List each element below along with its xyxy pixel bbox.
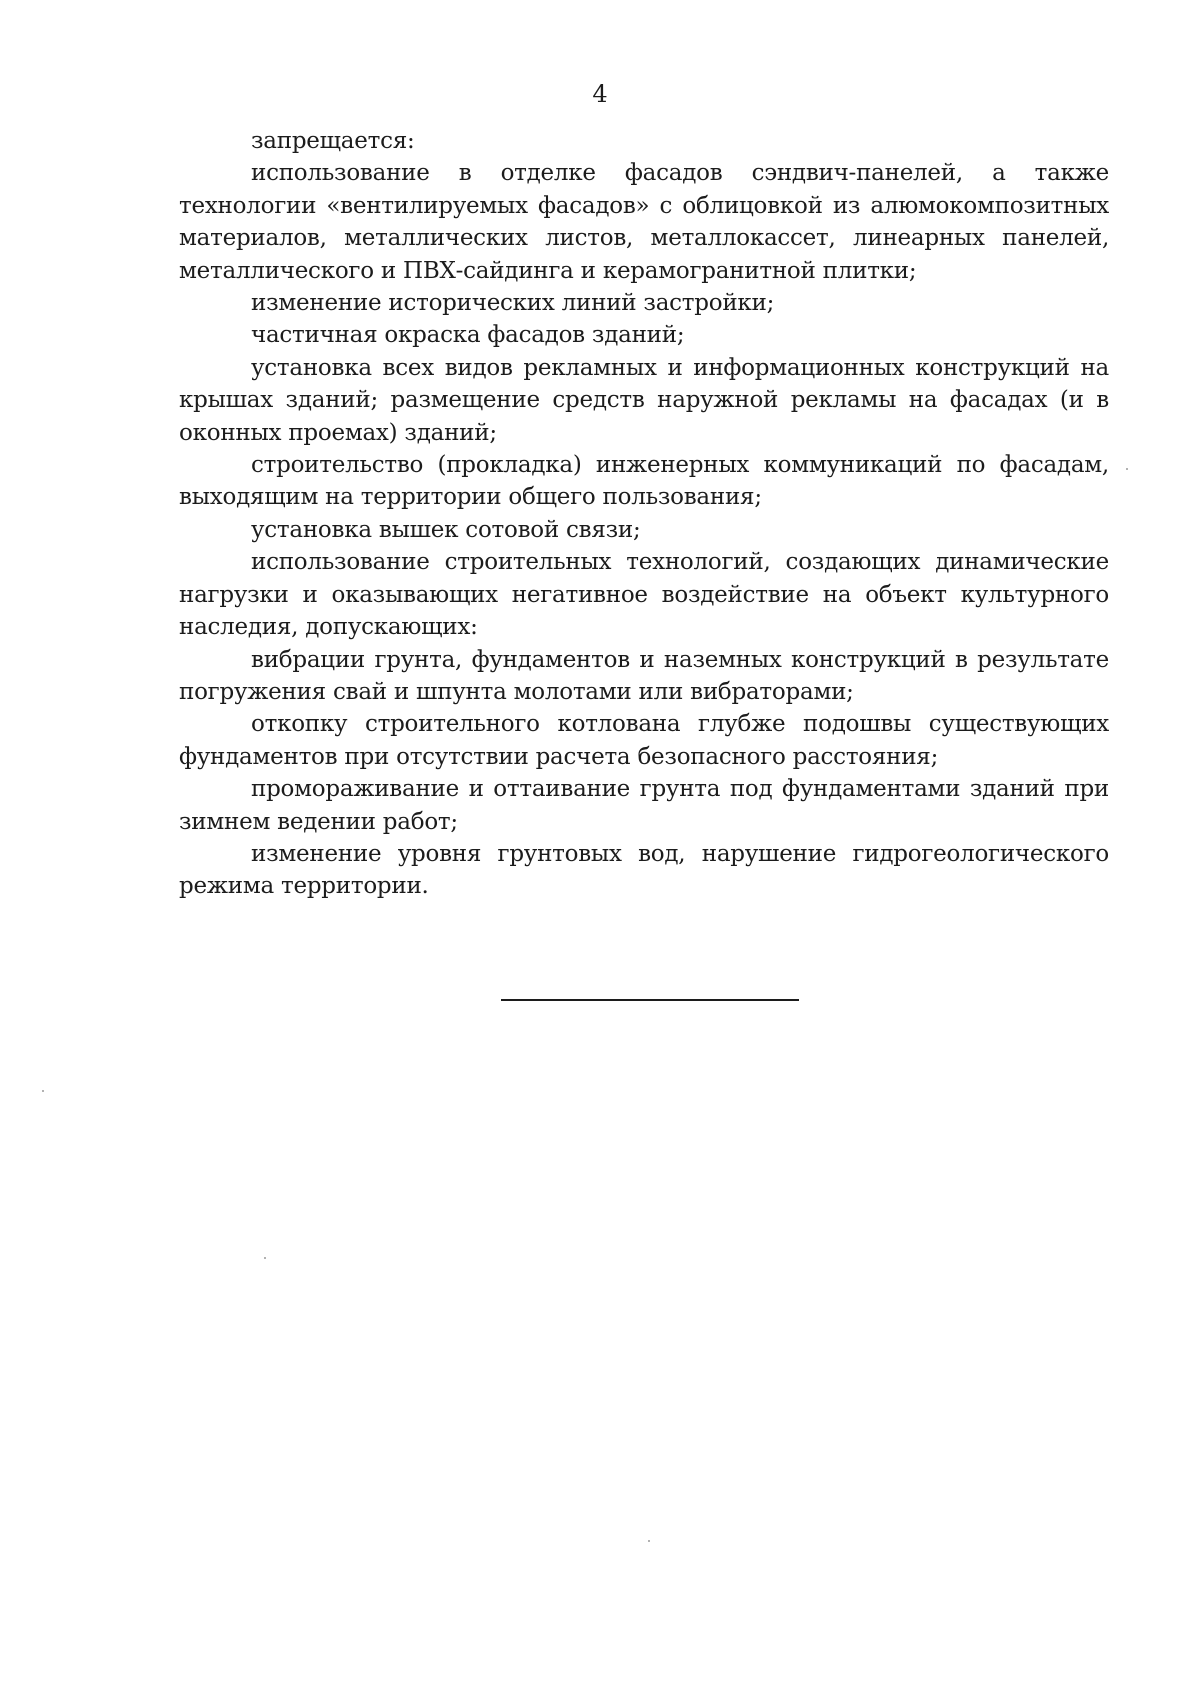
paragraph-prohibited-intro: запрещается: — [251, 128, 415, 154]
end-of-text-rule — [501, 999, 799, 1001]
document-body — [179, 125, 1109, 903]
paragraph-building-lines: изменение исторических линий застройки; — [251, 290, 775, 317]
scan-speck — [264, 1257, 266, 1259]
paragraph-freezing: промораживание и оттаивание грунта под фундаментами зданий при зимнем ведении работ; — [179, 776, 1109, 835]
paragraph-construction-technologies: использование строительных технологий, создающих динамические нагрузки и оказывающих негативное воздействие на объект культурного наследия, допускающих: — [179, 549, 1109, 641]
paragraph-partial-painting: частичная окраска фасадов зданий; — [251, 322, 685, 349]
paragraph-groundwater: изменение уровня грунтовых вод, нарушение гидрогеологического режима территории. — [179, 840, 1109, 900]
paragraph-advertising: установка всех видов рекламных и информационных конструкций на крышах зданий; размещение средств наружной рекламы на фасадах (и в оконных проемах) зданий; — [179, 354, 1109, 446]
page-number: 4 — [592, 80, 608, 108]
paragraph-facade-finishing: использование в отделке фасадов сэндвич-панелей, а также технологии «вентилируемых фасадов» с облицовкой из алюмокомпозитных материалов, металлических листов, металлокассет, линеарных панелей, металлического и ПВХ-сайдинга и керамогранитной плитки; — [179, 160, 1109, 284]
scan-speck — [42, 1090, 44, 1092]
paragraph-vibrations: вибрации грунта, фундаментов и наземных конструкций в результате погружения свай и шпунта молотами или вибраторами; — [179, 646, 1109, 705]
scan-speck — [648, 1540, 650, 1542]
scan-speck — [1126, 468, 1128, 470]
paragraph-cell-towers: установка вышек сотовой связи; — [251, 516, 641, 543]
paragraph-utilities: строительство (прокладка) инженерных коммуникаций по фасадам, выходящим на территории общего пользования; — [179, 452, 1109, 511]
paragraph-excavation: откопку строительного котлована глубже подошвы существующих фундаментов при отсутствии расчета безопасного расстояния; — [179, 711, 1109, 770]
